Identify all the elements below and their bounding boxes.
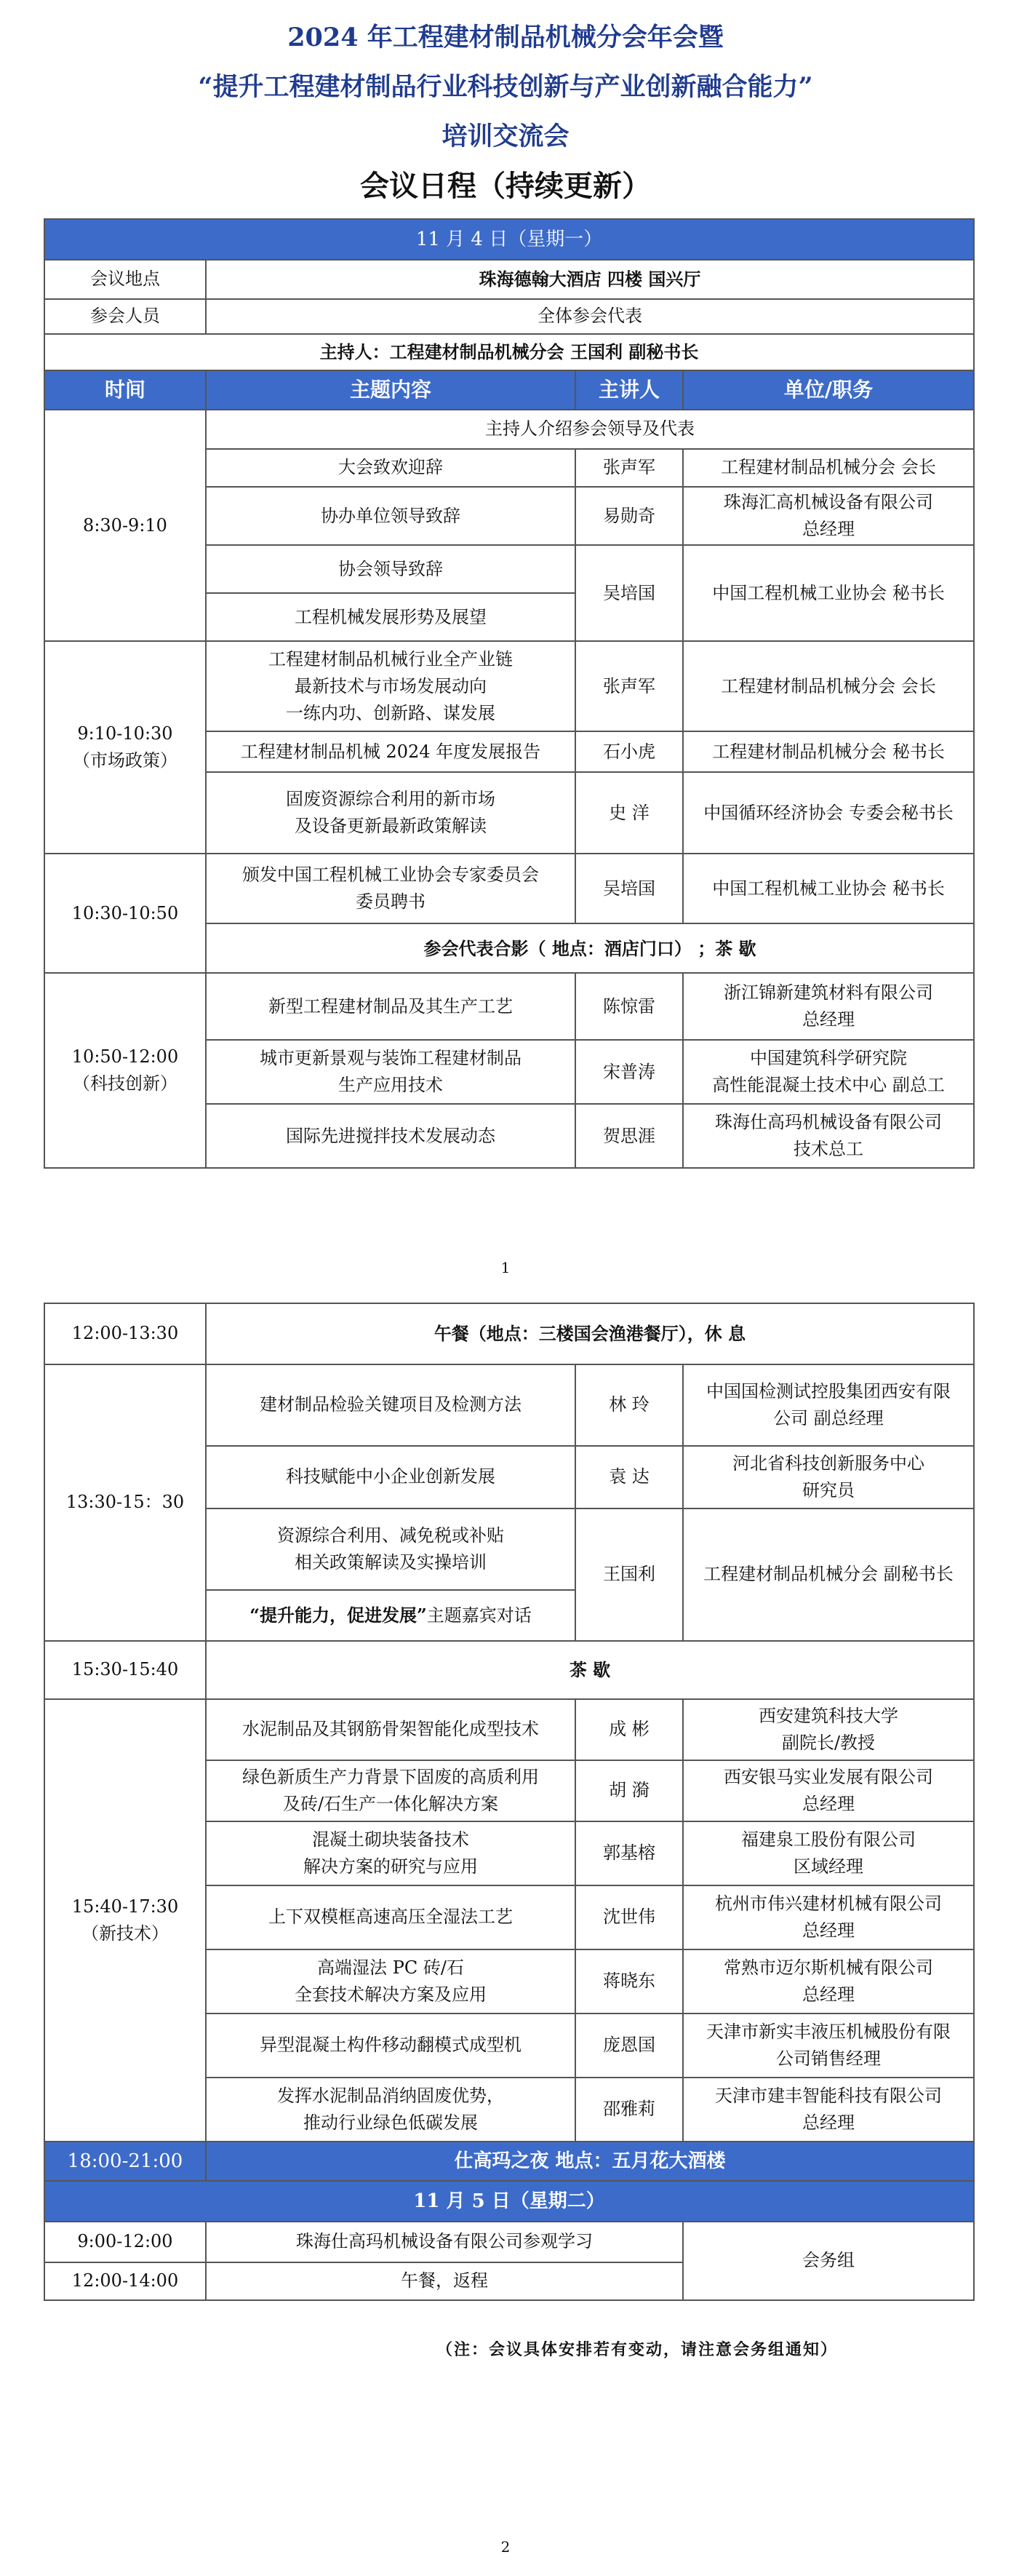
unit-cell (683, 1760, 974, 1821)
topic-line: 绿色新质生产力背景下固废的高质利用 (242, 1766, 539, 1787)
unit-line: 天津市建丰智能科技有限公司 (715, 2085, 942, 2106)
page-number: 2 (500, 2538, 511, 2556)
session-time: 9:10-10:30 (77, 723, 173, 744)
topic-line: 工程建材制品机械行业全产业链 (268, 648, 513, 669)
unit-cell (683, 2078, 974, 2142)
topic-line: 解决方案的研究与应用 (303, 1856, 478, 1877)
table-row (44, 973, 974, 1040)
session-tag: （科技创新） (73, 1073, 177, 1094)
title-line-1: 2024 年工程建材制品机械分会年会暨 (287, 23, 724, 52)
tea-text: 茶 歇 (206, 1641, 974, 1699)
topic-line: 混凝土砌块装备技术 (312, 1829, 469, 1850)
schedule-table-day1-continued (44, 1303, 975, 2301)
table-row (44, 1364, 974, 1446)
unit-cell: 中国工程机械工业协会 秘书长 (683, 854, 974, 923)
topic-cell: 主持人介绍参会领导及代表 (206, 410, 974, 449)
document-subtitle: 会议日程（持续更新） (360, 169, 651, 203)
speaker-cell: 林 玲 (575, 1364, 683, 1446)
table-row (44, 2222, 974, 2262)
topic-line: 推动行业绿色低碳发展 (303, 2112, 478, 2133)
unit-cell (683, 1446, 974, 1508)
unit-cell (683, 2014, 974, 2078)
lunch-text: 午餐（地点：三楼国会渔港餐厅），休 息 (206, 1303, 974, 1364)
unit-cell: 中国循环经济协会 专委会秘书长 (683, 772, 974, 854)
unit-line: 常熟市迈尔斯机械有限公司 (724, 1957, 933, 1978)
day-bar (44, 219, 974, 260)
unit-line: 珠海汇高机械设备有限公司 (724, 492, 934, 512)
attendees-label: 参会人员 (44, 299, 206, 334)
topic-line: 相关政策解读及实操培训 (295, 1552, 487, 1573)
topic-cell (206, 1949, 575, 2014)
speaker-cell: 陈惊雷 (575, 973, 683, 1040)
speaker-cell: 吴培国 (575, 545, 683, 641)
topic-line: 固废资源综合利用的新市场 (286, 789, 495, 810)
topic-cell: 科技赋能中小企业创新发展 (206, 1446, 575, 1508)
topic-cell (206, 1040, 575, 1104)
topic-cell (206, 1590, 575, 1641)
day-bar-label: 11 月 4 日（星期一） (44, 219, 974, 260)
topic-cell: 大会致欢迎辞 (206, 449, 575, 487)
column-header-time: 时间 (44, 370, 206, 410)
day2-bar-label: 11 月 5 日（星期二） (44, 2181, 974, 2222)
column-header-topic: 主题内容 (206, 370, 575, 410)
speaker-cell: 沈世伟 (575, 1885, 683, 1949)
unit-line: 副院长/教授 (781, 1733, 876, 1753)
speaker-cell: 邵雅莉 (575, 2078, 683, 2142)
break-cell: 参会代表合影（ 地点：酒店门口） ；茶 歇 (206, 923, 974, 973)
topic-cell: 协会领导致辞 (206, 545, 575, 593)
speaker-cell: 郭基榕 (575, 1821, 683, 1885)
speaker-cell: 庞恩国 (575, 2014, 683, 2078)
topic-cell (206, 1508, 575, 1590)
speaker-cell: 张声军 (575, 641, 683, 731)
unit-line: 天津市新实丰液压机械股份有限 (706, 2021, 951, 2042)
column-header-row (44, 370, 974, 410)
unit-cell (683, 487, 974, 545)
unit-line: 高性能混凝土技术中心 副总工 (712, 1075, 945, 1096)
topic-cell: 建材制品检验关键项目及检测方法 (206, 1364, 575, 1446)
session-time: 9:00-12:00 (44, 2222, 206, 2262)
venue-row (44, 260, 974, 299)
session-time: 12:00-13:30 (44, 1303, 206, 1364)
session-time: 10:50-12:00 (71, 1046, 179, 1068)
unit-cell (683, 1821, 974, 1885)
speaker-cell: 成 彬 (575, 1699, 683, 1760)
unit-line: 珠海仕高玛机械设备有限公司 (715, 1112, 943, 1133)
session-time: 15:40-17:30 (71, 1896, 179, 1917)
dinner-time: 18:00-21:00 (44, 2142, 206, 2181)
unit-cell (683, 1104, 974, 1168)
speaker-cell: 吴培国 (575, 854, 683, 923)
topic-cell (206, 641, 575, 731)
speaker-cell: 贺思涯 (575, 1104, 683, 1168)
schedule-table-day1 (44, 218, 975, 1169)
topic-cell: 午餐，返程 (206, 2262, 683, 2300)
unit-line: 总经理 (802, 1794, 855, 1814)
column-header-unit: 单位/职务 (683, 370, 974, 410)
session-time: 15:30-15:40 (44, 1641, 206, 1699)
unit-line: 公司 副总经理 (773, 1408, 884, 1428)
topic-cell (206, 854, 575, 923)
topic-line: 发挥水泥制品消纳固废优势， (277, 2085, 504, 2106)
topic-cell: 国际先进搅拌技术发展动态 (206, 1104, 575, 1168)
topic-cell: 协办单位领导致辞 (206, 487, 575, 545)
unit-line: 公司销售经理 (776, 2048, 881, 2069)
speaker-cell: 王国利 (575, 1508, 683, 1641)
speaker-cell: 张声军 (575, 449, 683, 487)
topic-line: 委员聘书 (356, 891, 425, 913)
unit-cell: 工程建材制品机械分会 会长 (683, 449, 974, 487)
topic-line: 生产应用技术 (338, 1075, 443, 1096)
unit-cell: 工程建材制品机械分会 副秘书长 (683, 1508, 974, 1641)
host-row (44, 334, 974, 370)
topic-line: 最新技术与市场发展动向 (295, 675, 487, 696)
session-time-cell (44, 641, 206, 854)
topic-cell: 工程建材制品机械 2024 年度发展报告 (206, 731, 575, 772)
unit-line: 杭州市伟兴建材机械有限公司 (715, 1893, 942, 1914)
unit-cell (683, 1699, 974, 1760)
unit-line: 研究员 (802, 1480, 855, 1500)
unit-line: 河北省科技创新服务中心 (732, 1452, 924, 1474)
column-header-speaker: 主讲人 (575, 370, 683, 410)
topic-line: 全套技术解决方案及应用 (295, 1984, 487, 2005)
session-time: 12:00-14:00 (44, 2262, 206, 2300)
unit-line: 总经理 (802, 2112, 855, 2133)
topic-line: 高端湿法 PC 砖/石 (317, 1957, 464, 1978)
dinner-text: 仕高玛之夜 地点：五月花大酒楼 (206, 2142, 974, 2181)
topic-line: 一练内功、创新路、谋发展 (286, 702, 495, 723)
unit-line: 技术总工 (794, 1139, 864, 1160)
unit-cell (683, 973, 974, 1040)
session-time: 8:30-9:10 (44, 410, 206, 641)
speaker-cell: 袁 达 (575, 1446, 683, 1508)
tea-row (44, 1641, 974, 1699)
topic-line: 及设备更新最新政策解读 (295, 816, 487, 837)
unit-line: 西安银马实业发展有限公司 (724, 1766, 933, 1787)
session-time-cell (44, 973, 206, 1168)
venue-value: 珠海德翰大酒店 四楼 国兴厅 (206, 260, 974, 299)
topic-line: 城市更新景观与装饰工程建材制品 (260, 1048, 522, 1069)
unit-line: 区域经理 (794, 1856, 863, 1877)
footnote: （注：会议具体安排若有变动，请注意会务组通知） (436, 2340, 839, 2359)
topic-cell (206, 1760, 575, 1821)
unit-cell (683, 1364, 974, 1446)
title-line-3: 培训交流会 (441, 122, 570, 151)
speaker-cell: 易勋奇 (575, 487, 683, 545)
speaker-cell: 胡 漪 (575, 1760, 683, 1821)
speaker-cell: 石小虎 (575, 731, 683, 772)
unit-line: 总经理 (802, 519, 855, 540)
unit-line: 中国建筑科学研究院 (750, 1048, 908, 1069)
unit-cell (683, 1949, 974, 2014)
table-row (44, 1699, 974, 1760)
page-number: 1 (500, 1259, 511, 1276)
topic-cell: 上下双模框高速高压全湿法工艺 (206, 1885, 575, 1949)
topic-cell (206, 2078, 575, 2142)
session-time: 13:30-15：30 (44, 1364, 206, 1641)
attendees-row (44, 299, 974, 334)
unit-line: 总经理 (802, 1984, 855, 2005)
unit-line: 总经理 (802, 1009, 855, 1030)
unit-cell: 工程建材制品机械分会 秘书长 (683, 731, 974, 772)
topic-cell: 水泥制品及其钢筋骨架智能化成型技术 (206, 1699, 575, 1760)
unit-line: 中国国检测试控股集团西安有限 (706, 1380, 951, 1402)
speaker-cell: 史 洋 (575, 772, 683, 854)
dinner-row (44, 2142, 974, 2181)
unit-cell: 工程建材制品机械分会 会长 (683, 641, 974, 731)
speaker-cell: 蒋晓东 (575, 1949, 683, 2014)
attendees-value: 全体参会代表 (206, 299, 974, 334)
day2-bar (44, 2181, 974, 2222)
topic-cell (206, 1821, 575, 1885)
table-row (44, 641, 974, 731)
unit-line: 西安建筑科技大学 (759, 1705, 898, 1726)
table-row (44, 854, 974, 923)
table-row (44, 410, 974, 449)
speaker-cell: 宋普涛 (575, 1040, 683, 1104)
unit-line: 浙江锦新建筑材料有限公司 (724, 982, 934, 1003)
topic-cell (206, 772, 575, 854)
session-tag: （市场政策） (73, 750, 177, 771)
unit-line: 总经理 (802, 1920, 855, 1941)
unit-cell (683, 1885, 974, 1949)
topic-line: 及砖/石生产一体化解决方案 (282, 1794, 499, 1814)
topic-cell: 新型工程建材制品及其生产工艺 (206, 973, 575, 1040)
title-line-2: “提升工程建材制品行业科技创新与产业创新融合能力” (198, 72, 813, 102)
lunch-row (44, 1303, 974, 1364)
session-time-cell (44, 1699, 206, 2142)
topic-rest: 主题嘉宾对话 (426, 1605, 532, 1626)
unit-cell: 会务组 (683, 2222, 974, 2300)
venue-label: 会议地点 (44, 260, 206, 299)
unit-line: 福建泉工股份有限公司 (741, 1829, 916, 1850)
topic-line: 资源综合利用、减免税或补贴 (277, 1524, 504, 1546)
topic-bold: “提升能力，促进发展” (249, 1604, 427, 1626)
host-text: 主持人：工程建材制品机械分会 王国利 副秘书长 (44, 334, 974, 370)
unit-cell: 中国工程机械工业协会 秘书长 (683, 545, 974, 641)
session-tag: （新技术） (81, 1923, 169, 1944)
topic-cell: 珠海仕高玛机械设备有限公司参观学习 (206, 2222, 683, 2262)
topic-cell: 工程机械发展形势及展望 (206, 593, 575, 641)
topic-cell: 异型混凝土构件移动翻模式成型机 (206, 2014, 575, 2078)
session-time: 10:30-10:50 (44, 854, 206, 973)
unit-cell (683, 1040, 974, 1104)
topic-line: 颁发中国工程机械工业协会专家委员会 (242, 864, 539, 886)
